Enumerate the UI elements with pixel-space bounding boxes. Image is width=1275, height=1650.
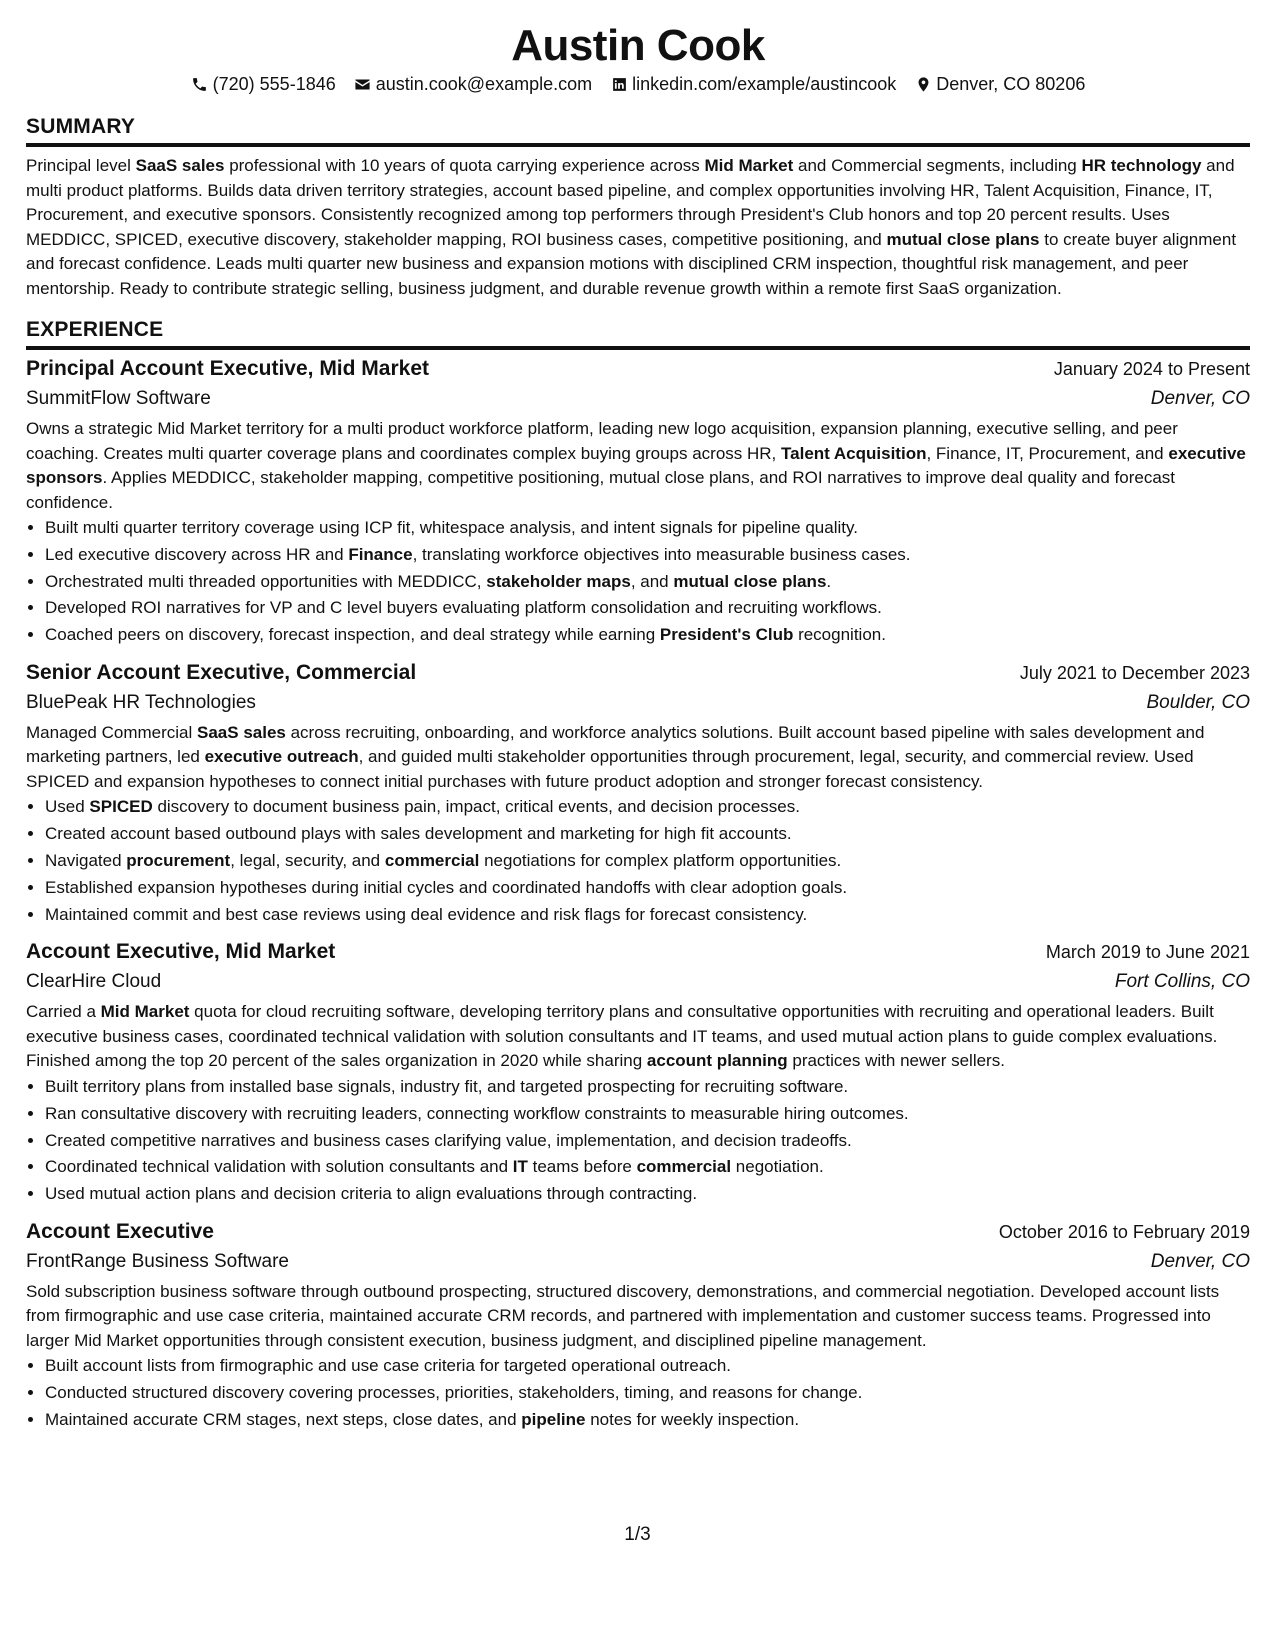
bold-text: SaaS sales: [135, 156, 225, 175]
text-run: Built territory plans from installed base signals, industry fit, and targeted prospecting for recruiting software.: [45, 1076, 849, 1096]
text-run: notes for weekly inspection.: [585, 1410, 800, 1430]
text-run: Ran consultative discovery with recruiting leaders, connecting workflow constraints to measurable hiring outcomes.: [45, 1103, 909, 1123]
job-header: [26, 354, 1250, 384]
contact-phone[interactable]: [191, 72, 336, 96]
text-run: and multi product platforms. Builds data driven territory strategies, account based pipeline, and complex opportunities involving HR, Talent Acquisition, Finance, IT, Procurement, and executive sponsors. Consistently recognized among top performers through President's Club honors and top 20 percent results. Uses MEDDICC, SPICED, executive discovery, stakeholder mapping, ROI business cases, competitive positioning, and: [26, 156, 1235, 249]
text-run: Principal level: [26, 156, 136, 175]
job-location: Boulder, CO: [1146, 691, 1250, 713]
text-run: Orchestrated multi threaded opportunities with MEDDICC,: [45, 571, 487, 591]
job-description: [26, 1280, 1250, 1354]
linkedin-icon: [610, 75, 628, 93]
text-run: practices with newer sellers.: [787, 1051, 1005, 1071]
summary-text: [26, 154, 1250, 301]
text-run: Carried a: [26, 1002, 101, 1022]
bold-text: commercial: [384, 851, 480, 871]
job-description: [26, 417, 1250, 515]
bullet-item: [45, 569, 1250, 596]
text-run: Developed ROI narratives for VP and C level buyers evaluating platform consolidation and recruiting workflows.: [45, 598, 882, 618]
bold-text: Talent Acquisition: [781, 443, 927, 463]
experience-section: [26, 317, 1250, 1434]
job-subheader: [26, 688, 1250, 718]
contact-email[interactable]: [354, 72, 592, 96]
text-run: Built multi quarter territory coverage using ICP fit, whitespace analysis, and intent signals for pipeline quality.: [45, 518, 858, 537]
job-title: Account Executive: [26, 1219, 214, 1243]
job-dates: March 2019 to June 2021: [1045, 942, 1250, 963]
bold-text: SaaS sales: [197, 722, 286, 742]
job-description: [26, 1000, 1250, 1074]
job-dates: July 2021 to December 2023: [1019, 662, 1250, 683]
linkedin-url: linkedin.com/example/austincook: [632, 74, 897, 94]
page-indicator: 1/3: [624, 1524, 651, 1545]
job-list: [26, 354, 1250, 1434]
bold-text: executive outreach: [204, 747, 359, 767]
text-run: Established expansion hypotheses during initial cycles and coordinated handoffs with clear adoption goals.: [45, 877, 848, 897]
bullet-item: [45, 1181, 1250, 1208]
text-run: Maintained accurate CRM stages, next steps, close dates, and: [45, 1410, 522, 1430]
job-bullets: [26, 1353, 1250, 1433]
bold-text: Mid Market: [704, 156, 794, 175]
bold-text: stakeholder maps: [486, 571, 631, 591]
contact-linkedin[interactable]: [610, 72, 896, 96]
job-dates: October 2016 to February 2019: [998, 1221, 1250, 1242]
bold-text: IT: [512, 1157, 528, 1177]
bullet-item: [45, 1074, 1250, 1101]
bullet-item: [45, 542, 1250, 569]
text-run: , Finance, IT, Procurement, and: [926, 443, 1169, 463]
job-bullets: [26, 794, 1250, 928]
contact-location: [914, 72, 1085, 96]
candidate-name: Austin Cook: [511, 21, 765, 70]
map-pin-icon: [914, 75, 932, 93]
bold-text: executive sponsors: [26, 443, 1246, 487]
job-bullets: [26, 1074, 1250, 1208]
summary-section: [26, 114, 1250, 301]
bold-text: pipeline: [521, 1410, 586, 1430]
job-subheader: [26, 1247, 1250, 1277]
text-run: Navigated: [45, 851, 127, 871]
envelope-icon: [354, 75, 372, 93]
bold-text: Finance: [348, 544, 413, 564]
bold-text: mutual close plans: [673, 571, 827, 591]
text-run: negotiations for complex platform opportunities.: [479, 851, 842, 871]
bullet-item: [45, 1128, 1250, 1155]
text-run: across recruiting, onboarding, and workforce analytics solutions. Built account based pipeline with sales development and marketing partners, led: [26, 722, 1205, 767]
text-run: Created account based outbound plays with sales development and marketing for high fit accounts.: [45, 824, 792, 844]
bold-text: Mid Market: [100, 1002, 190, 1022]
job-entry: [26, 1217, 1250, 1434]
text-run: Managed Commercial: [26, 722, 198, 742]
job-entry: [26, 354, 1250, 649]
job-title: Account Executive, Mid Market: [26, 940, 336, 964]
job-header: [26, 658, 1250, 688]
job-header: [26, 1217, 1250, 1247]
text-run: Used: [45, 797, 90, 817]
text-run: to create buyer alignment and forecast confidence. Leads multi quarter new business and expansion motions with disciplined CRM inspection, thoughtful risk management, and peer mentorship. Ready to contribute strategic selling, business judgment, and durable revenue growth within a remote first SaaS organization.: [26, 229, 1237, 298]
location-text: Denver, CO 80206: [936, 74, 1086, 94]
section-divider: [26, 143, 1250, 147]
section-divider: [26, 346, 1250, 350]
job-header: [26, 937, 1250, 967]
job-location: Denver, CO: [1150, 1250, 1250, 1272]
bullet-item: [45, 515, 1250, 542]
job-entry: [26, 937, 1250, 1207]
text-run: Coordinated technical validation with solution consultants and: [45, 1157, 513, 1177]
job-location: Fort Collins, CO: [1114, 971, 1250, 993]
phone-number: (720) 555-1846: [212, 74, 336, 94]
text-run: Maintained commit and best case reviews using deal evidence and risk flags for forecast consistency.: [45, 904, 808, 924]
bullet-item: [45, 848, 1250, 875]
bullet-item: [45, 794, 1250, 821]
bullet-item: [45, 622, 1250, 649]
text-run: , and guided multi stakeholder opportunities through procurement, legal, security, and commercial review. Used SPICED and expansion hypotheses to connect initial purchases with future product adoption and stronger forecast consistency.: [26, 747, 1194, 791]
text-run: recognition.: [793, 625, 886, 645]
text-run: and Commercial segments, including: [793, 156, 1082, 175]
job-description: [26, 721, 1250, 795]
text-run: Coached peers on discovery, forecast inspection, and deal strategy while earning: [45, 625, 660, 645]
bold-text: account planning: [646, 1051, 788, 1071]
text-run: teams before: [527, 1157, 637, 1177]
text-run: Built account lists from firmographic and use case criteria for targeted operational outreach.: [45, 1356, 732, 1376]
bold-text: procurement: [126, 851, 231, 871]
job-title: Principal Account Executive, Mid Market: [26, 357, 429, 380]
bullet-item: [45, 821, 1250, 848]
job-title: Senior Account Executive, Commercial: [26, 660, 417, 684]
job-subheader: [26, 967, 1250, 997]
experience-heading: EXPERIENCE: [26, 318, 164, 341]
bullet-item: [45, 1353, 1250, 1380]
text-run: . Applies MEDDICC, stakeholder mapping, competitive positioning, mutual close plans, and ROI narratives to improve deal quality and forecast confidence.: [26, 468, 1176, 512]
bullet-item: [45, 1380, 1250, 1407]
bold-text: commercial: [636, 1157, 732, 1177]
resume-page: [26, 20, 1250, 1443]
job-entry: [26, 658, 1250, 928]
text-run: negotiation.: [731, 1157, 824, 1177]
text-run: Conducted structured discovery covering processes, priorities, stakeholders, timing, and reasons for change.: [45, 1383, 863, 1403]
job-bullets: [26, 515, 1250, 649]
contact-bar: [26, 72, 1250, 96]
text-run: Used mutual action plans and decision criteria to align evaluations through contracting.: [45, 1184, 698, 1204]
phone-icon: [191, 75, 209, 93]
text-run: professional with 10 years of quota carrying experience across: [224, 156, 705, 175]
company-name: BluePeak HR Technologies: [26, 691, 256, 713]
email-address: austin.cook@example.com: [375, 74, 593, 94]
bullet-item: [45, 595, 1250, 622]
text-run: .: [826, 571, 832, 591]
bold-text: mutual close plans: [886, 229, 1040, 249]
bold-text: SPICED: [89, 797, 153, 817]
company-name: SummitFlow Software: [26, 388, 211, 409]
bullet-item: [45, 1154, 1250, 1181]
text-run: quota for cloud recruiting software, developing territory plans and consultative opportunities with recruiting and operational leaders. Built executive business cases, coordinated technical validation with solution consultants and IT teams, and used mutual action plans to guide complex evaluations. Finished among the top 20 percent of the sales organization in 2020 while sharing: [26, 1002, 1218, 1071]
text-run: , translating workforce objectives into measurable business cases.: [412, 544, 911, 564]
bullet-item: [45, 1407, 1250, 1434]
text-run: discovery to document business pain, impact, critical events, and decision processes.: [152, 797, 800, 817]
job-location: Denver, CO: [1150, 388, 1250, 409]
bullet-item: [45, 902, 1250, 929]
text-run: Led executive discovery across HR and: [45, 544, 349, 564]
text-run: Owns a strategic Mid Market territory for a multi product workforce platform, leading new logo acquisition, expansion planning, executive selling, and peer coaching. Creates multi quarter coverage plans and coordinates complex buying groups across HR,: [26, 419, 1178, 463]
bold-text: HR technology: [1081, 156, 1202, 175]
text-run: Sold subscription business software through outbound prospecting, structured discovery, demonstrations, and commercial negotiation. Developed account lists from firmographic and use case criteria, maintained accurate CRM records, and partnered with implementation and customer success teams. Progressed into larger Mid Market opportunities through consistent execution, business judgment, and disciplined pipeline management.: [26, 1281, 1220, 1350]
job-dates: January 2024 to Present: [1053, 359, 1250, 379]
bullet-item: [45, 1101, 1250, 1128]
text-run: Created competitive narratives and business cases clarifying value, implementation, and decision tradeoffs.: [45, 1130, 852, 1150]
company-name: FrontRange Business Software: [26, 1250, 289, 1272]
bold-text: President's Club: [659, 625, 794, 645]
job-subheader: [26, 384, 1250, 414]
bullet-item: [45, 875, 1250, 902]
company-name: ClearHire Cloud: [26, 971, 162, 993]
text-run: , and: [630, 571, 674, 591]
text-run: , legal, security, and: [230, 851, 385, 871]
summary-heading: SUMMARY: [26, 115, 136, 138]
